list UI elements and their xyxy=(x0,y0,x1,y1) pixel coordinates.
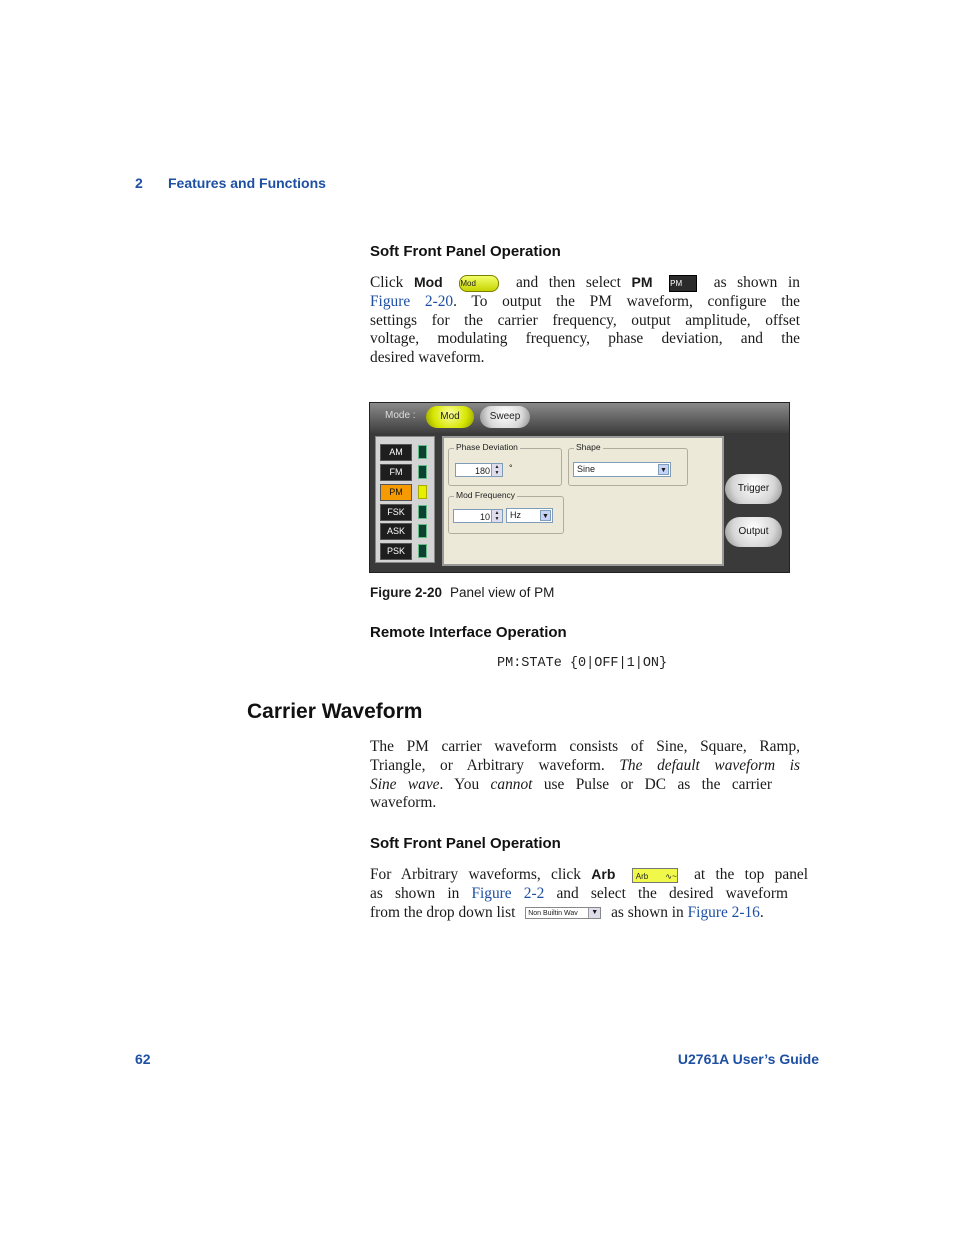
text: as shown in xyxy=(370,884,460,902)
shape-label: Shape xyxy=(576,442,601,452)
text: as shown in xyxy=(611,903,684,921)
pm-led-indicator xyxy=(418,485,427,499)
output-button[interactable]: Output xyxy=(725,517,782,547)
am-button[interactable]: AM xyxy=(380,444,412,461)
text: desired waveform. xyxy=(370,349,485,367)
am-led-indicator xyxy=(418,445,427,459)
text: For Arbitrary waveforms, click xyxy=(370,866,581,883)
chapter-title: Features and Functions xyxy=(168,175,326,191)
mod-frequency-group xyxy=(448,490,564,534)
phase-deviation-label: Phase Deviation xyxy=(456,442,518,452)
italic-text: Sine wave xyxy=(370,775,440,793)
text: . To output the PM waveform, configure the xyxy=(453,292,800,310)
fsk-button[interactable]: FSK xyxy=(380,504,412,521)
figure-number: Figure 2-20 xyxy=(370,585,443,600)
chevron-down-icon[interactable]: ▼ xyxy=(540,510,551,521)
figure-link[interactable]: Figure 2-2 xyxy=(471,884,545,902)
mod-frequency-input[interactable] xyxy=(453,509,503,523)
text: Triangle, or Arbitrary waveform. xyxy=(370,756,605,774)
page-number: 62 xyxy=(135,1051,151,1067)
section-heading-soft-front-panel-2: Soft Front Panel Operation xyxy=(370,835,561,852)
figure-caption xyxy=(370,585,554,600)
text: . You xyxy=(439,775,480,793)
text: waveform. xyxy=(370,794,437,812)
text: use Pulse or DC as the carrier xyxy=(543,775,772,793)
carrier-paragraph xyxy=(370,738,800,813)
fm-button[interactable]: FM xyxy=(380,464,412,481)
guide-title: U2761A User’s Guide xyxy=(677,1051,819,1067)
text: from the drop down list xyxy=(370,903,516,921)
arb-button-image xyxy=(632,868,678,883)
text: Click xyxy=(370,274,404,291)
pm-settings-area xyxy=(442,436,724,566)
fm-led-indicator xyxy=(418,465,427,479)
dropdown-value: Non Builtin Wav xyxy=(528,910,578,918)
chapter-number: 2 xyxy=(135,175,143,191)
section-heading-remote-interface: Remote Interface Operation xyxy=(370,624,567,641)
text: The PM carrier waveform consists of Sine, Square, Ramp, xyxy=(370,738,800,755)
section3-paragraph xyxy=(370,865,808,922)
mode-bar xyxy=(370,403,789,433)
psk-led-indicator xyxy=(418,544,427,558)
waveform-icon: ∿~ xyxy=(665,871,677,881)
mod-frequency-unit-value: Hz xyxy=(510,510,521,520)
spin-updown-icon[interactable]: ▲ ▼ xyxy=(491,464,502,476)
ask-button[interactable]: ASK xyxy=(380,523,412,540)
pm-button[interactable]: PM xyxy=(380,484,412,501)
shape-select[interactable] xyxy=(573,462,671,477)
pm-panel-figure xyxy=(369,402,790,573)
chevron-down-icon[interactable]: ▼ xyxy=(658,464,669,475)
degree-unit: ° xyxy=(509,463,513,473)
psk-button[interactable]: PSK xyxy=(380,543,412,560)
figure-link[interactable]: Figure 2-20 xyxy=(370,292,454,310)
bold-mod: Mod xyxy=(413,274,443,290)
text: voltage, modulating frequency, phase deviation, and the xyxy=(370,330,800,348)
spin-updown-icon[interactable]: ▲ ▼ xyxy=(491,510,502,522)
mod-button-image: Mod xyxy=(459,275,499,292)
phase-deviation-value: 180 xyxy=(474,466,490,476)
section-title-carrier-waveform: Carrier Waveform xyxy=(247,700,423,723)
ask-led-indicator xyxy=(418,524,427,538)
shape-group xyxy=(568,442,688,486)
text: . xyxy=(759,903,764,921)
running-header xyxy=(135,175,326,191)
mode-label: Mode : xyxy=(385,410,416,421)
figure-title: Panel view of PM xyxy=(450,585,555,600)
text: settings for the carrier frequency, output amplitude, offset xyxy=(370,311,800,329)
modulation-type-rail xyxy=(375,436,435,563)
trigger-button[interactable]: Trigger xyxy=(725,474,782,504)
section-heading-soft-front-panel: Soft Front Panel Operation xyxy=(370,243,561,260)
mod-frequency-value: 10 xyxy=(479,512,490,522)
mod-frequency-label: Mod Frequency xyxy=(456,490,516,500)
text: and then select xyxy=(515,274,621,291)
scpi-command: PM:STATe {0|OFF|1|ON} xyxy=(497,656,668,671)
bold-arb: Arb xyxy=(591,866,616,882)
section1-paragraph xyxy=(370,273,800,368)
fsk-led-indicator xyxy=(418,505,427,519)
shape-value: Sine xyxy=(577,464,596,474)
italic-text: The default waveform is xyxy=(619,756,801,774)
arb-label: Arb xyxy=(635,871,649,881)
waveform-dropdown-image xyxy=(525,907,601,919)
phase-deviation-input[interactable] xyxy=(455,463,503,477)
sweep-mode-button[interactable]: Sweep xyxy=(480,406,530,428)
text: as shown in xyxy=(713,274,800,291)
figure-link[interactable]: Figure 2-16 xyxy=(687,903,760,921)
pm-button-image: PM xyxy=(669,275,697,292)
text: at the top panel xyxy=(694,866,808,883)
mod-mode-button[interactable]: Mod xyxy=(426,406,474,428)
italic-text: cannot xyxy=(490,775,533,793)
chevron-down-icon: ▼ xyxy=(588,908,600,918)
bold-pm: PM xyxy=(631,274,653,290)
phase-deviation-group xyxy=(448,442,562,486)
text: and select the desired waveform xyxy=(556,884,788,902)
mod-frequency-unit-select[interactable] xyxy=(506,508,553,523)
